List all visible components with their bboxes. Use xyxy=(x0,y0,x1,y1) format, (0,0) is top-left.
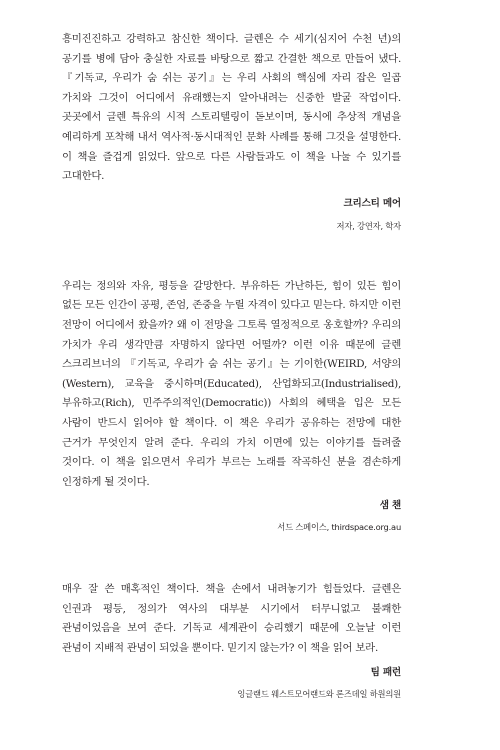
endorsement-text: 흥미진진하고 강력하고 참신한 책이다. 글렌은 수 세기(심지어 수천 년)의 공기를 병에 담아 충실한 자료를 바탕으로 짧고 간결한 책으로 만들어 냈다. 『기독교, 우리가 숨 쉬는 공기』는 우리 사회의 핵심에 자리 잡은 일곱 가치와 그것이 어디에서 유래했는지 알아내려는 신중한 발굴 작업이다. 곳곳에서 글렌 특유의 시적 스토리텔링이 돋보이며, 동시에 추상적 개념을 예리하게 포착해 내서 역사적·동시대적인 문화 사례를 통해 그것을 설명한다. 이 책을 즐겁게 읽었다. 앞으로 다른 사람들과도 이 책을 나눌 수 있기를 고대한다. xyxy=(62,33,401,183)
endorsement-text: 우리는 정의와 자유, 평등을 갈망한다. 부유하든 가난하든, 힘이 있든 힘이 없든 모든 인간이 공평, 존엄, 존중을 누릴 자격이 있다고 믿는다. 하지만 이런 전망이 어디에서 왔을까? 왜 이 전망을 그토록 열정적으로 옹호할까? 우리의 가치가 우리 생각만큼 자명하지 않다면 어떨까? 이런 이유 때문에 글렌 스크리브너의 『기독교, 우리가 숨 쉬는 공기』는 기이한(WEIRD, 서양의(Western), 교육을 중시하며(Educated), 산업화되고(Industrialised), 부유하고(Rich), 민주주의적인(Democratic)) 사회의 혜택을 입은 모든 사람이 반드시 읽어야 할 책이다. 이 책은 우리가 공유하는 전망에 대한 근거가 무엇인지 알려 준다. 우리의 가치 이면에 있는 이야기를 들려줄 것이다. 이 책을 읽으면서 우리가 부르는 노래를 작곡하신 분을 겸손하게 인정하게 될 것이다. xyxy=(62,279,401,488)
endorser-name: 샘 챈 xyxy=(379,500,401,512)
endorser-name: 팀 패런 xyxy=(370,666,401,678)
endorser-role: 저자, 강연자, 학자 xyxy=(336,220,401,231)
endorsement-text: 매우 잘 쓴 매혹적인 책이다. 책을 손에서 내려놓기가 힘들었다. 글렌은 인권과 평등, 정의가 역사의 대부분 시기에서 터무니없고 불쾌한 관념이었음을 보여 준다. 기독교 세계관이 승리했기 때문에 오늘날 이런 관념이 지배적 관념이 되었을 뿐이다. 믿기지 않는가? 이 책을 읽어 보라. xyxy=(62,583,401,655)
endorser-name: 크리스티 메어 xyxy=(343,197,401,209)
endorsement-christie-mayer xyxy=(62,30,401,233)
endorsement-tim-farron xyxy=(62,580,401,700)
endorsement-sam-chan xyxy=(62,277,401,535)
endorser-role: 서드 스페이스, thirdspace.org.au xyxy=(277,522,401,533)
endorser-role: 잉글랜드 웨스트모어랜드와 론즈데일 하원의원 xyxy=(237,688,401,699)
endorsements-page xyxy=(62,30,401,701)
